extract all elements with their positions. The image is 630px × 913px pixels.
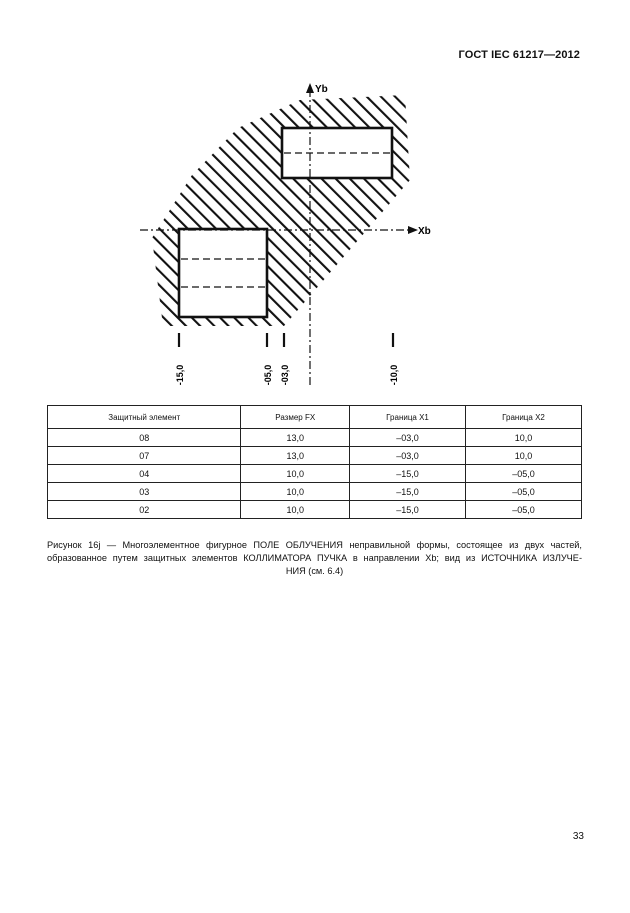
col-header-x2: Граница X2: [466, 406, 582, 429]
table-cell: –15,0: [350, 465, 466, 483]
table-cell: –15,0: [350, 501, 466, 519]
axis-x-label: Xb: [418, 226, 431, 237]
table-cell: –03,0: [350, 447, 466, 465]
tick-label-2: -05,0: [263, 364, 273, 386]
table-cell: 04: [48, 465, 241, 483]
table-cell: –03,0: [350, 429, 466, 447]
caption-line-3: НИЯ (см. 6.4): [285, 566, 344, 576]
radiation-field-diagram: [0, 0, 630, 400]
table-cell: –05,0: [466, 465, 582, 483]
col-header-element: Защитный элемент: [48, 406, 241, 429]
document-header: ГОСТ IEC 61217—2012: [458, 49, 580, 61]
caption-line-1: Рисунок 16j — Многоэлементное фигурное ПОЛЕ ОБЛУЧЕНИЯ неправильной формы, состоящее из двух частей,: [47, 540, 582, 550]
table-row: [48, 465, 582, 483]
table-cell: 02: [48, 501, 241, 519]
figure-caption: [47, 539, 582, 578]
table-cell: 08: [48, 429, 241, 447]
table-row: [48, 501, 582, 519]
tick-label-4: -10,0: [389, 364, 399, 386]
table-cell: 10,0: [241, 483, 350, 501]
page-number: 33: [572, 831, 584, 842]
caption-line-2: образованное путем защитных элементов КОЛЛИМАТОРА ПУЧКА в направлении Xb; вид из ИСТОЧНИКА ИЗЛУЧЕ-: [47, 553, 582, 563]
table-cell: 07: [48, 447, 241, 465]
tick-label-1: -15,0: [175, 364, 185, 386]
table-cell: 10,0: [466, 447, 582, 465]
table-row: [48, 447, 582, 465]
x-axis-arrow: [408, 226, 418, 234]
table-cell: 03: [48, 483, 241, 501]
axis-y-label: Yb: [315, 84, 328, 95]
field-opening-lower: [179, 229, 267, 317]
table-cell: 10,0: [241, 501, 350, 519]
table-cell: –05,0: [466, 501, 582, 519]
collimator-table: [47, 405, 582, 519]
table-cell: –05,0: [466, 483, 582, 501]
y-axis-arrow: [306, 83, 314, 93]
col-header-x1: Граница X1: [350, 406, 466, 429]
tick-label-3: -03,0: [280, 364, 290, 386]
table-cell: 10,0: [241, 465, 350, 483]
table-row: [48, 429, 582, 447]
table-header-row: [48, 406, 582, 429]
col-header-size: Размер FX: [241, 406, 350, 429]
table-cell: –15,0: [350, 483, 466, 501]
table-row: [48, 483, 582, 501]
table-cell: 13,0: [241, 447, 350, 465]
table-cell: 10,0: [466, 429, 582, 447]
table-cell: 13,0: [241, 429, 350, 447]
